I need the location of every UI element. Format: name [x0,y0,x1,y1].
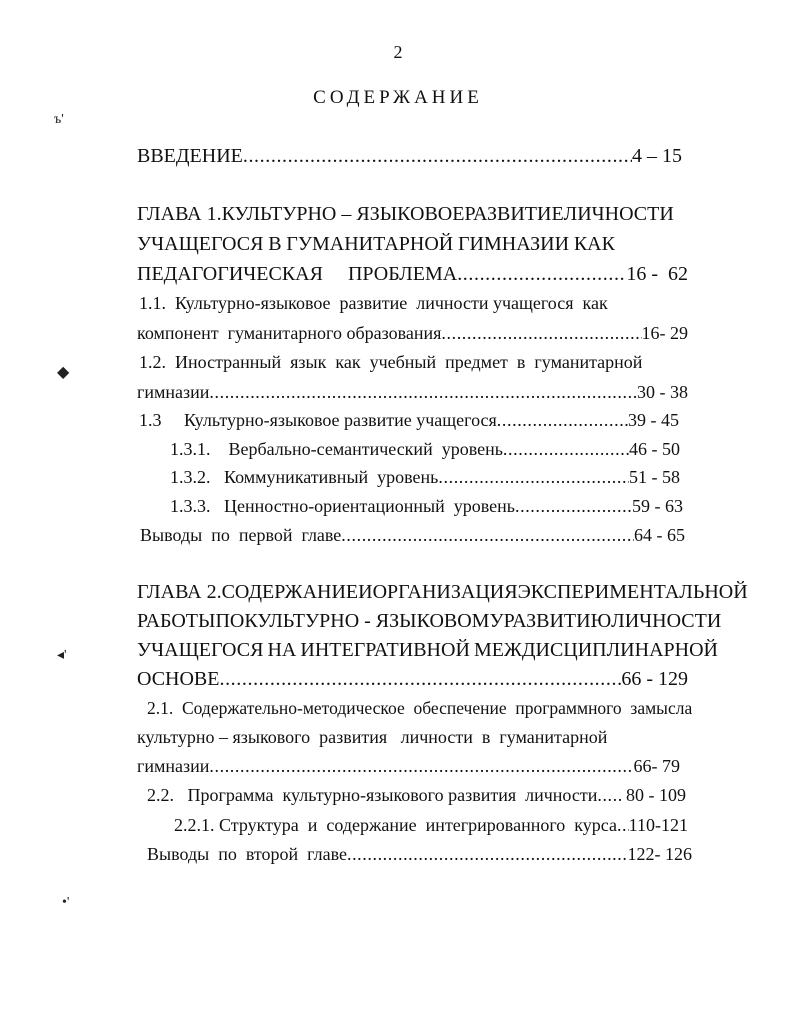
toc-entry-intro [137,145,682,168]
heading-word: ГЛАВА 2. [137,581,222,603]
chapter2-heading-line4 [137,668,688,691]
toc-page-range: 66- 79 [633,756,680,776]
toc-entry-chapter2-conclusion [147,844,692,865]
heading-word: ЛИЧНОСТИ [563,203,674,225]
heading-word: КАК [573,233,615,255]
toc-entry-2-2-1 [174,815,688,836]
toc-label: 1.3.2. Коммуникативный уровень [170,467,439,487]
heading-word: ИНТЕГРАТИВНОЙ [300,639,470,661]
toc-label: гимназии [137,756,210,776]
toc-leader-dots [503,439,629,460]
toc-leader-dots [347,844,628,865]
heading-word: МЕЖДИСЦИПЛИНАРНОЙ [473,639,718,661]
toc-label: ВВЕДЕНИЕ [137,145,243,167]
toc-leader-dots [597,785,622,806]
toc-entry-2-1-line3 [137,756,680,777]
toc-page-range: 66 - 129 [621,668,688,690]
toc-leader-dots [243,145,632,168]
chapter2-heading-line3 [137,639,718,662]
chapter1-heading-line3 [137,263,688,286]
toc-entry-1-3-1 [170,439,680,460]
toc-page-range: 16- 29 [641,323,688,343]
toc-entry-1-1-line1: 1.1. Культурно-языковое развитие личности учащегося как [139,293,608,313]
toc-label: 2.2.1. Структура и содержание интегрированного курса [174,815,617,835]
toc-leader-dots [515,496,632,517]
scan-speck-mark: ◂' [57,648,67,663]
toc-leader-dots [497,410,628,431]
toc-entry-1-1-line2 [137,323,688,344]
toc-label: ОСНОВЕ [137,668,220,690]
toc-leader-dots [341,525,634,546]
toc-label: ПЕДАГОГИЧЕСКАЯ ПРОБЛЕМА [137,263,458,285]
toc-page-range: 30 - 38 [637,382,688,402]
page-number: 2 [393,42,403,62]
heading-word: РАБОТЫ [137,610,216,632]
toc-label: Выводы по первой главе [140,525,342,545]
heading-word: ЭКСПЕРИМЕНТАЛЬНОЙ [517,581,748,603]
toc-leader-dots [209,756,633,777]
toc-label: гимназии [137,382,210,402]
scan-speck-mark: ◆ [57,364,70,381]
chapter1-heading-line2 [137,233,615,256]
heading-word: ГИМНАЗИИ [457,233,570,255]
toc-page-range: 64 - 65 [634,525,685,545]
chapter2-heading-line2 [137,610,722,633]
contents-title: СОДЕРЖАНИЕ [313,87,483,108]
toc-label: компонент гуманитарного образования [137,323,442,343]
toc-page-range: 4 – 15 [632,145,682,167]
toc-page-range: 16 - 62 [626,263,688,285]
heading-word: ПО [215,610,245,632]
toc-entry-2-1-line1: 2.1. Содержательно-методическое обеспечение программного замысла [147,698,693,718]
toc-entry-2-1-line2: культурно – языкового развития личности в гуманитарной [137,727,608,747]
toc-page-range: 110-121 [628,815,688,835]
heading-word: КУЛЬТУРНО - ЯЗЫКОВОМУ [244,610,504,632]
heading-word: УЧАЩЕГОСЯ [137,233,264,255]
toc-label: Выводы по второй главе [147,844,347,864]
toc-label: 1.3.1. Вербально-семантический уровень [170,439,503,459]
heading-word: СОДЕРЖАНИЕ [221,581,359,603]
toc-leader-dots [209,382,637,403]
toc-label: 1.3 Культурно-языковое развитие учащегося [139,410,497,430]
heading-word: ГЛАВА 1. [137,203,222,225]
toc-leader-dots [219,668,621,691]
heading-word: УЧАЩЕГОСЯ [137,639,264,661]
toc-leader-dots [438,467,629,488]
toc-entry-1-3-3 [170,496,683,517]
heading-word: ГУМАНИТАРНОЙ [286,233,454,255]
heading-word: РАЗВИТИЮ [503,610,612,632]
toc-page-range: 39 - 45 [628,410,679,430]
chapter2-heading-line1 [137,581,748,604]
chapter1-heading-line1 [137,203,673,226]
toc-entry-1-2-line2 [137,382,688,403]
heading-word: КУЛЬТУРНО – ЯЗЫКОВОЕ [221,203,465,225]
toc-page-range: 46 - 50 [629,439,680,459]
toc-page-range: 80 - 109 [626,785,686,805]
toc-entry-1-3-2 [170,467,680,488]
toc-page-range: 122- 126 [627,844,692,864]
heading-word: РАЗВИТИЕ [464,203,564,225]
toc-entry-chapter1-conclusion [140,525,685,546]
heading-word: ЛИЧНОСТИ [611,610,722,632]
toc-entry-1-2-line1: 1.2. Иностранный язык как учебный предмет в гуманитарной [139,352,643,372]
toc-entry-2-2 [147,785,686,806]
toc-entry-1-3 [139,410,679,431]
toc-page-range: 51 - 58 [629,467,680,487]
scan-speck-mark: ъ' [54,112,64,127]
toc-label: 2.2. Программа культурно-языкового развития личности [147,785,598,805]
toc-leader-dots [617,815,629,836]
toc-leader-dots [457,263,626,286]
heading-word: И [358,581,373,603]
heading-word: ОРГАНИЗАЦИЯ [372,581,518,603]
toc-label: 1.3.3. Ценностно-ориентационный уровень [170,496,515,516]
heading-word: НА [267,639,297,661]
scan-speck-mark: •' [62,895,70,910]
toc-leader-dots [441,323,641,344]
heading-word: В [268,233,282,255]
toc-page-range: 59 - 63 [632,496,683,516]
